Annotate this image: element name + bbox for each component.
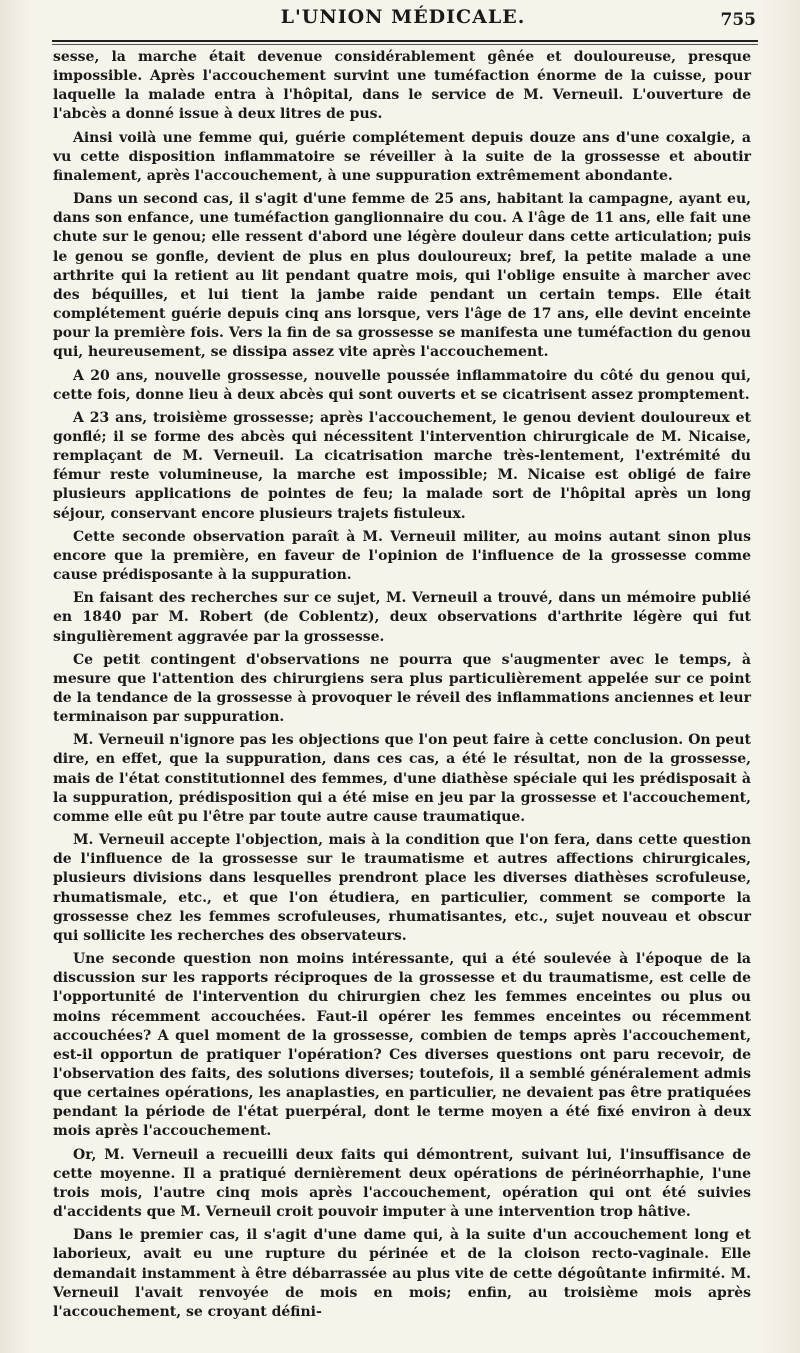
paragraph: A 23 ans, troisième grossesse; après l'accouchement, le genou devient douloureux et gonflé; il se forme des abcès qui nécessitent l'intervention chirurgicale de M. Nicaise, remplaçant de M. Verneuil. La cicatrisation marche très-lentement, l'extrémité du fémur reste volumineuse, la marche est impossible; M. Nicaise est obligé de faire plusieurs applications de pointes de feu; la malade sort de l'hôpital après un long séjour, conservant encore plusieurs trajets fistuleux. (53, 409, 751, 522)
paragraph: En faisant des recherches sur ce sujet, M. Verneuil a trouvé, dans un mémoire publié en 1840 par M. Robert (de Coblentz), deux observations d'arthrite légère qui fut singulièrement aggravée par la grossesse. (53, 590, 751, 645)
page-header (50, 4, 756, 36)
paragraph: sesse, la marche était devenue considérablement gênée et douloureuse, presque impossible. Après l'accouchement survint une tuméfaction énorme de la cuisse, pour laquelle la malade entra à l'hôpital, dans le service de M. Verneuil. L'ouverture de l'abcès a donné issue à deux litres de pus. (53, 49, 751, 123)
paragraph: Dans un second cas, il s'agit d'une femme de 25 ans, habitant la campagne, ayant eu, dans son enfance, une tuméfaction ganglionnaire du cou. A l'âge de 11 ans, elle fait une chute sur le genou; elle ressent d'abord une légère douleur dans cette articulation; puis le genou se gonfle, devient de plus en plus douloureux; bref, la petite malade a une arthrite qui la retient au lit pendant quatre mois, qui l'oblige ensuite à marcher avec des béquilles, et lui tient la jambe raide pendant un certain temps. Elle était complétement guérie depuis cinq ans lorsque, vers l'âge de 17 ans, elle devint enceinte pour la première fois. Vers la fin de sa grossesse se manifesta une tuméfaction du genou qui, heureusement, se dissipa assez vite après l'accouchement. (53, 191, 751, 361)
page-number: 755 (720, 10, 756, 30)
paragraph: Cette seconde observation paraît à M. Verneuil militer, au moins autant sinon plus encore que la première, en faveur de l'opinion de l'influence de la grossesse comme cause prédisposante à la suppuration. (53, 528, 751, 584)
paragraph: M. Verneuil n'ignore pas les objections que l'on peut faire à cette conclusion. On peut dire, en effet, que la suppuration, dans ces cas, a été le résultat, non de la grossesse, mais de l'état constitutionnel des femmes, d'une diathèse spéciale qui les prédisposait à la suppuration, prédisposition qui a été mise en jeu par la grossesse et l'accouchement, comme elle eût pu l'être par toute autre cause traumatique. (53, 732, 751, 825)
paragraph: Dans le premier cas, il s'agit d'une dame qui, à la suite d'un accouchement long et laborieux, avait eu une rupture du périnée et de la cloison recto-vaginale. Elle demandait instamment à être débarrassée au plus vite de cette dégoûtante infirmité. M. Verneuil l'avait renvoyée de mois en mois; enfin, au troisième mois après l'accouchement, se croyant défini- (53, 1227, 751, 1320)
paragraph: Une seconde question non moins intéressante, qui a été soulevée à l'époque de la discussion sur les rapports réciproques de la grossesse et du traumatisme, est celle de l'opportunité de l'intervention du chirurgien chez les femmes enceintes ou plus ou moins récemment accouchées. Faut-il opérer les femmes enceintes ou récemment accouchées? A quel moment de la grossesse, combien de temps après l'accouchement, est-il opportun de pratiquer l'opération? Ces diverses questions ont paru recevoir, de l'observation des faits, des solutions diverses; toutefois, il a semblé généralement admis que certaines opérations, les anaplasties, en particulier, ne devaient pas être pratiquées pendant la période de l'état puerpéral, dont le terme moyen a été fixé environ à deux mois après l'accouchement. (53, 951, 751, 1140)
paragraph: M. Verneuil accepte l'objection, mais à la condition que l'on fera, dans cette question de l'influence de la grossesse sur le traumatisme et autres affections chirurgicales, plusieurs divisions dans lesquelles prendront place les diverses diathèses scrofuleuse, rhumatismale, etc., et que l'on étudiera, en particulier, comment se comporte la grossesse chez les femmes scrofuleuses, rhumatisantes, etc., sujet nouveau et obscur qui sollicite les recherches des observateurs. (53, 832, 751, 944)
paragraph: A 20 ans, nouvelle grossesse, nouvelle poussée inflammatoire du côté du genou qui, cette fois, donne lieu à deux abcès qui sont ouverts et se cicatrisent assez promptement. (53, 367, 751, 403)
paragraph: Or, M. Verneuil a recueilli deux faits qui démontrent, suivant lui, l'insuffisance de cette moyenne. Il a pratiqué dernièrement deux opérations de périnéorrhaphie, l'une trois mois, l'autre cinq mois après l'accouchement, opération qui ont été suivies d'accidents que M. Verneuil croit pouvoir imputer à une intervention trop hâtive. (53, 1146, 751, 1221)
journal-title: L'UNION MÉDICALE. (280, 6, 526, 28)
article-body (53, 48, 751, 1326)
header-rule (52, 40, 758, 42)
paragraph: Ce petit contingent d'observations ne pourra que s'augmenter avec le temps, à mesure que l'attention des chirurgiens sera plus particulièrement appelée sur ce point de la tendance de la grossesse à provoquer le réveil des inflammations anciennes et leur terminaison par suppuration. (53, 651, 751, 726)
paragraph: Ainsi voilà une femme qui, guérie complétement depuis douze ans d'une coxalgie, a vu cette disposition inflammatoire se réveiller à la suite de la grossesse et aboutir finalement, après l'accouchement, à une suppuration extrêmement abondante. (53, 129, 751, 184)
header-rule-thin (52, 44, 758, 45)
